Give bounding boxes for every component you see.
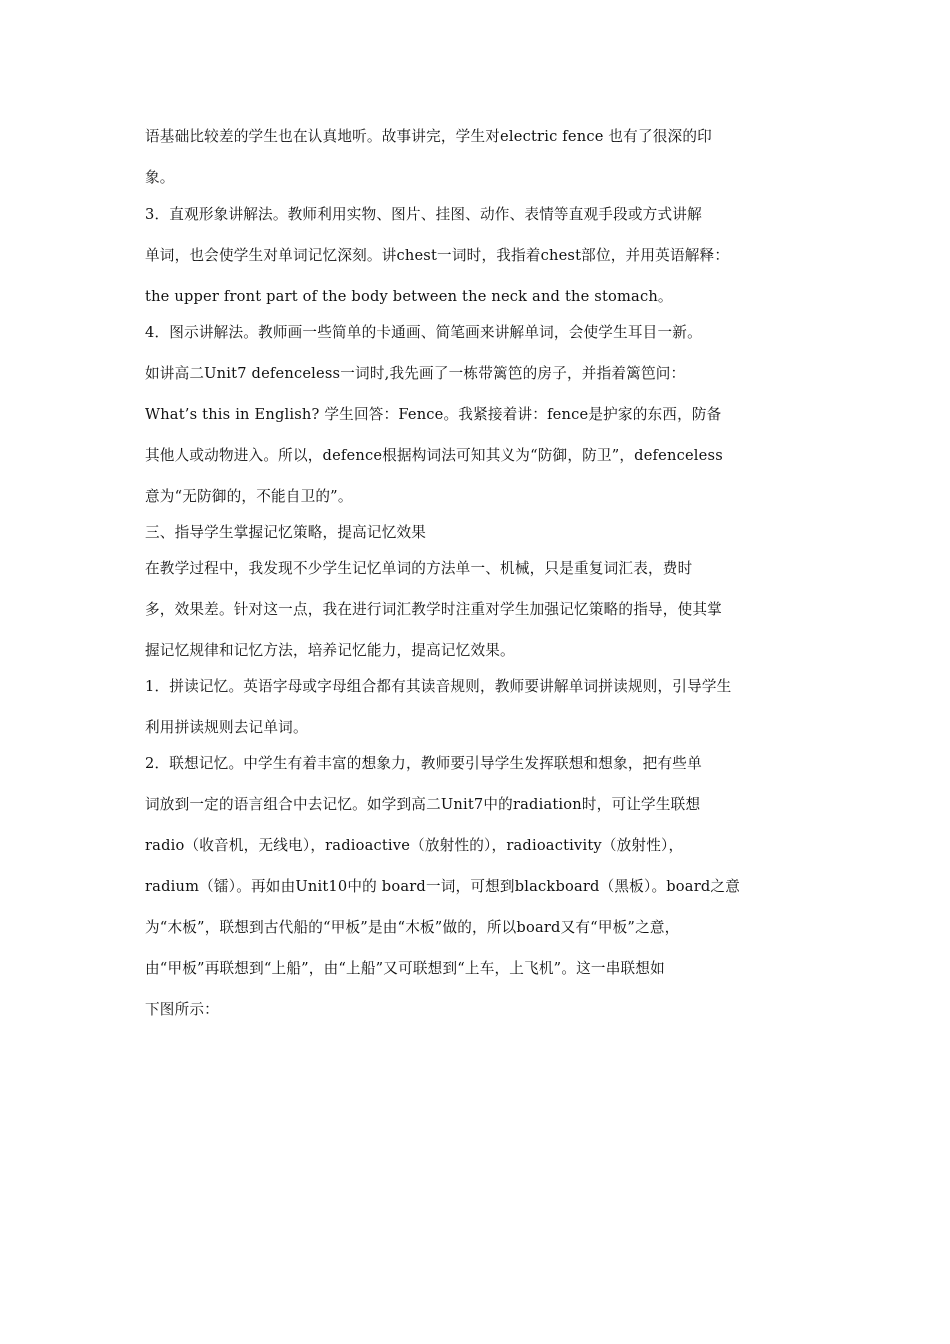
text-line: radio（收音机，无线电），radioactive（放射性的），radioactivity（放射性）， (145, 837, 684, 854)
text-line: radium（镭）。再如由Unit10中的 board一词，可想到blackboard（黑板）。board之意 (145, 878, 740, 895)
text-line: 在教学过程中，我发现不少学生记忆单词的方法单一、机械，只是重复词汇表，费时 (145, 560, 693, 577)
text-line: 语基础比较差的学生也在认真地听。故事讲完，学生对electric fence 也有了很深的印 (145, 128, 712, 145)
text-line: 多，效果差。针对这一点，我在进行词汇教学时注重对学生加强记忆策略的指导，使其掌 (145, 601, 722, 618)
text-line: the upper front part of the body between the neck and the stomach。 (145, 288, 673, 305)
text-line: 握记忆规律和记忆方法，培养记忆能力，提高记忆效果。 (145, 642, 515, 659)
text-line: 3．直观形象讲解法。教师利用实物、图片、挂图、动作、表情等直观手段或方式讲解 (145, 206, 702, 223)
text-line: 象。 (145, 169, 175, 186)
section-heading: 三、指导学生掌握记忆策略，提高记忆效果 (145, 524, 427, 541)
text-line: What’s this in English? 学生回答：Fence。我紧接着讲：fence是护家的东西，防备 (145, 406, 722, 423)
text-line: 意为“无防御的，不能自卫的”。 (145, 488, 353, 505)
text-line: 2．联想记忆。中学生有着丰富的想象力，教师要引导学生发挥联想和想象，把有些单 (145, 755, 702, 772)
text-line: 下图所示： (145, 1001, 219, 1018)
text-line: 单词，也会使学生对单词记忆深刻。讲chest一词时，我指着chest部位，并用英语解释： (145, 247, 730, 264)
text-line: 如讲高二Unit7 defenceless一词时,我先画了一栋带篱笆的房子，并指着篱笆问： (145, 365, 686, 382)
text-line: 4．图示讲解法。教师画一些简单的卡通画、简笔画来讲解单词，会使学生耳目一新。 (145, 324, 702, 341)
text-line: 其他人或动物进入。所以，defence根据构词法可知其义为“防御，防卫”，defenceless (145, 447, 723, 464)
text-line: 为“木板”，联想到古代船的“甲板”是由“木板”做的，所以board又有“甲板”之意， (145, 919, 680, 936)
text-line: 利用拼读规则去记单词。 (145, 719, 308, 736)
text-line: 由“甲板”再联想到“上船”，由“上船”又可联想到“上车，上飞机”。这一串联想如 (145, 960, 665, 977)
text-line: 词放到一定的语言组合中去记忆。如学到高二Unit7中的radiation时，可让学生联想 (145, 796, 701, 813)
text-line: 1．拼读记忆。英语字母或字母组合都有其读音规则，教师要讲解单词拼读规则，引导学生 (145, 678, 732, 695)
